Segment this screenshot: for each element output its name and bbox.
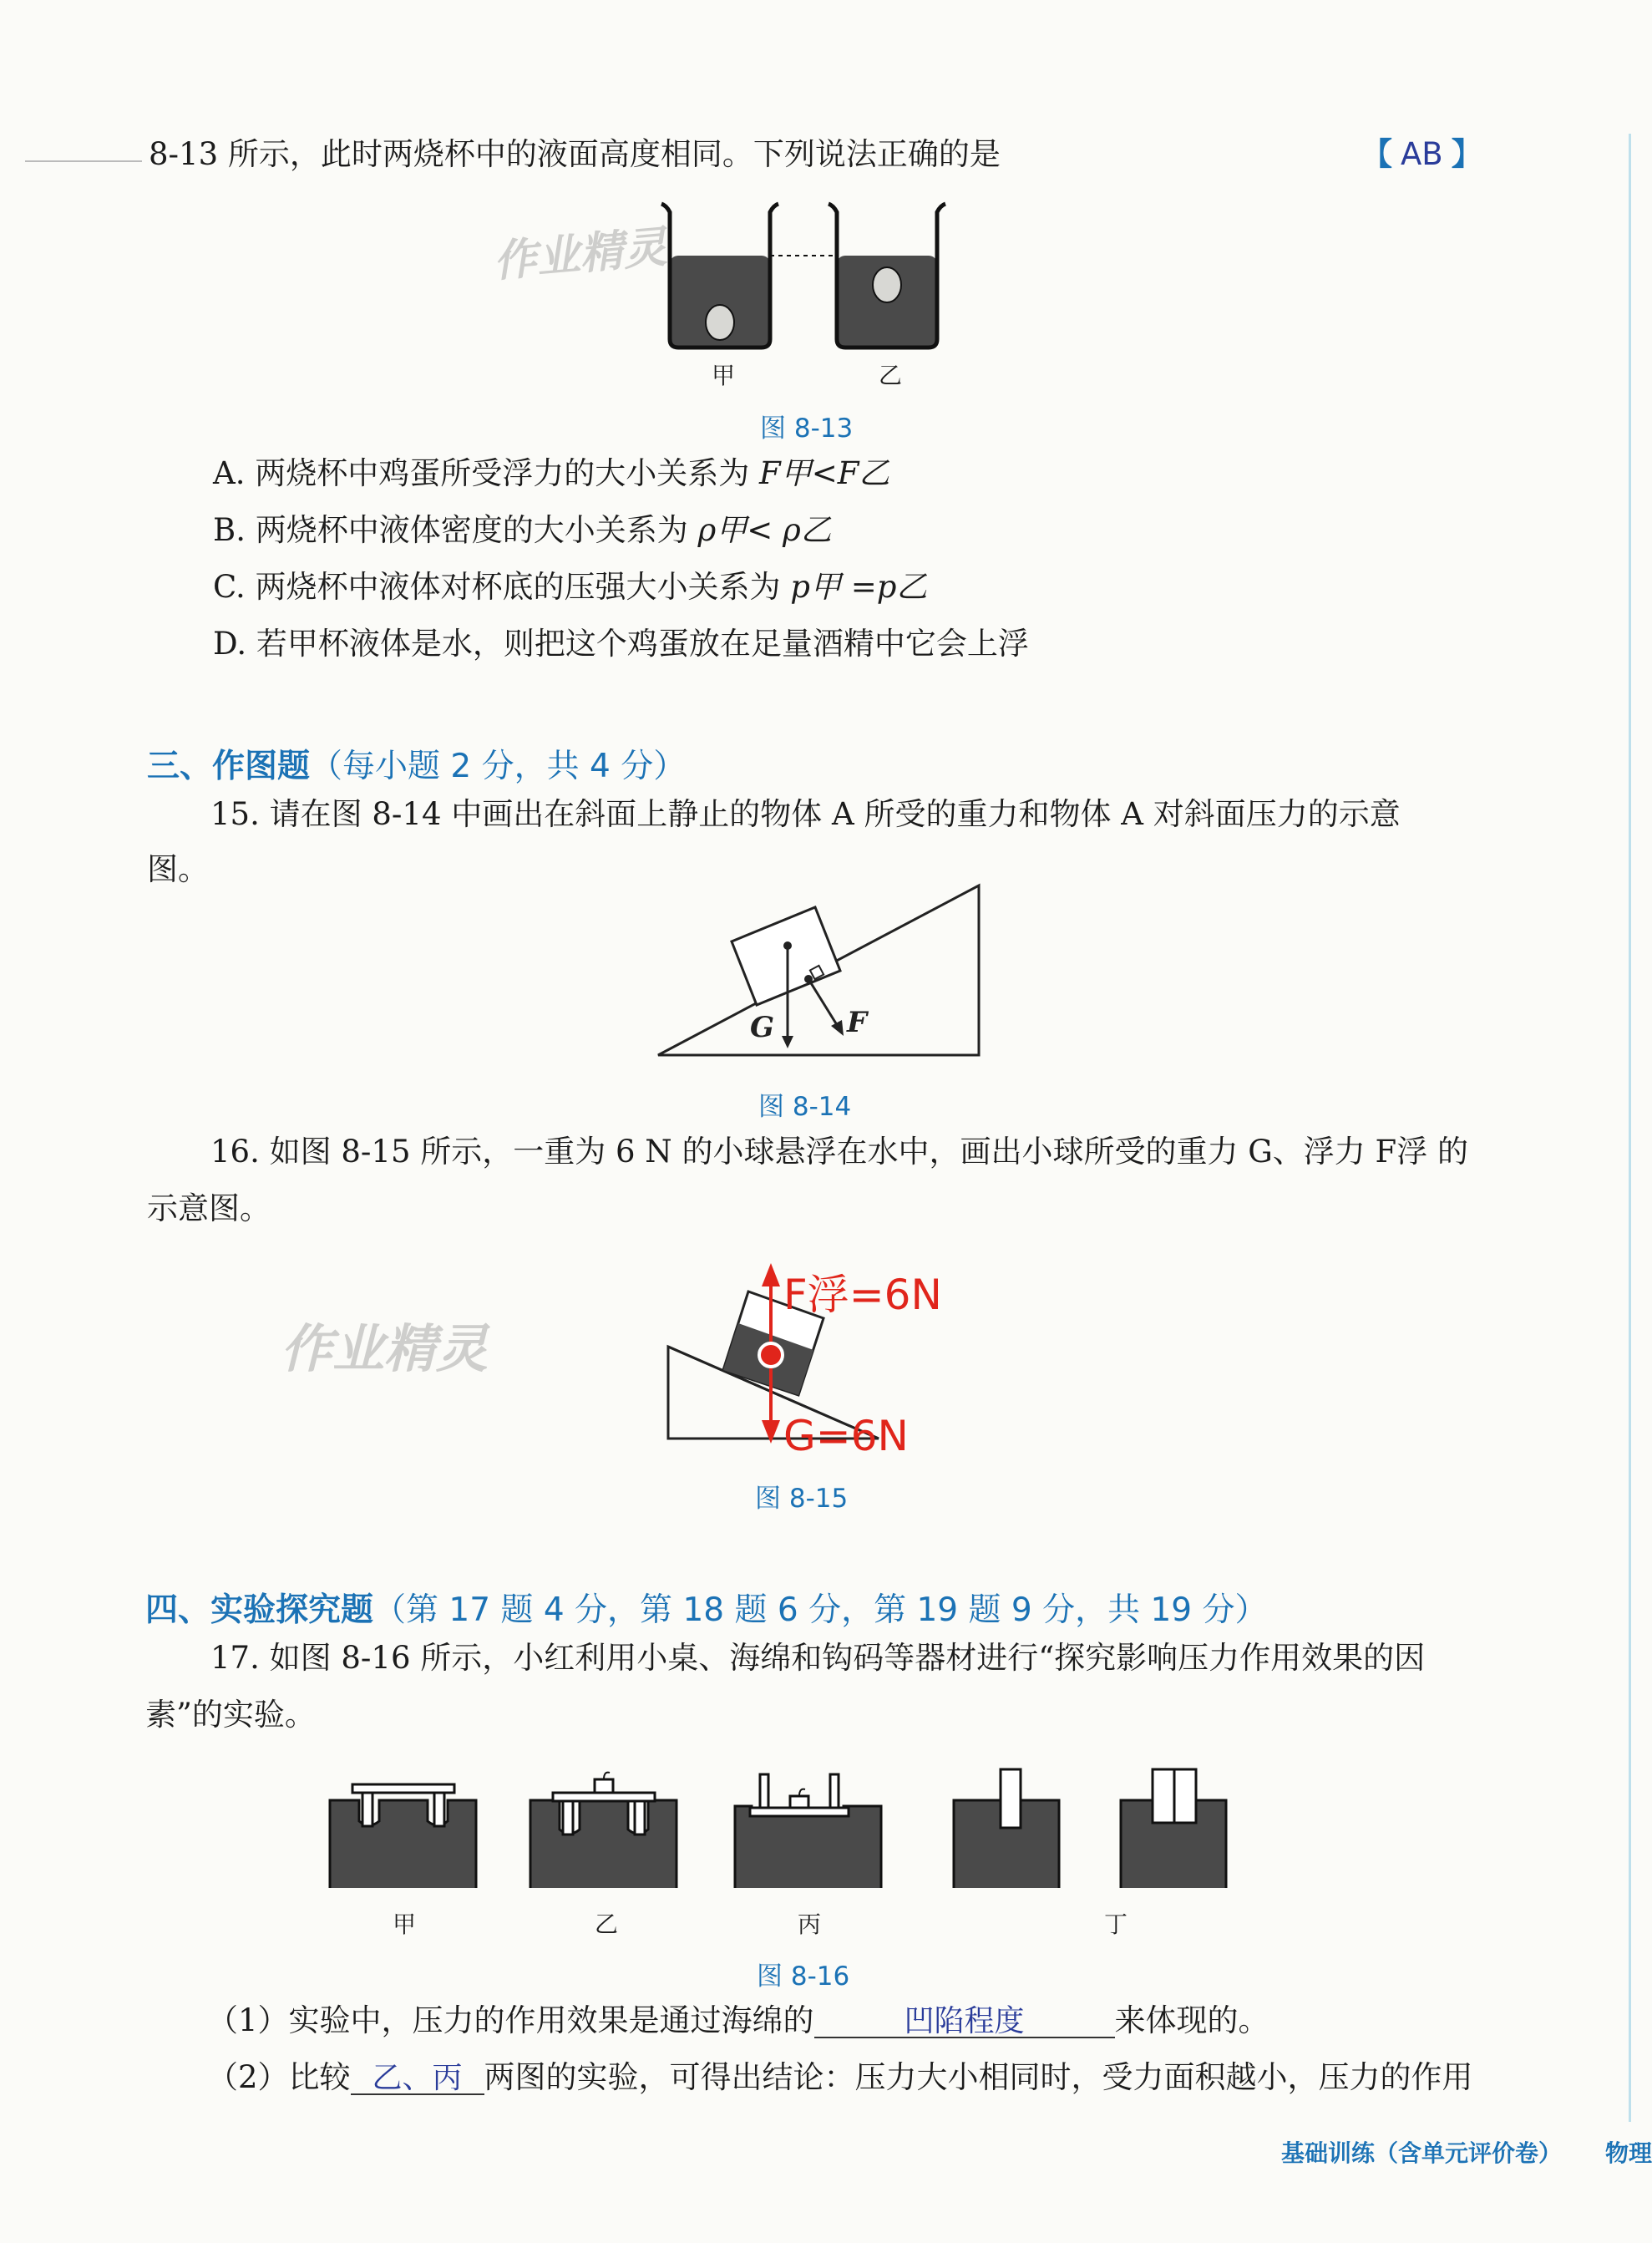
- beaker-label-left: 甲: [712, 362, 736, 389]
- section-3-heading: 三、作图题（每小题 2 分，共 4 分）: [147, 748, 687, 785]
- panel-ding: [954, 1769, 1226, 1888]
- panel-yi: [530, 1773, 677, 1888]
- watermark-2: 作业精灵: [281, 1318, 489, 1379]
- right-margin-line: [1629, 134, 1631, 2122]
- q15-line2: 图。: [147, 851, 209, 887]
- q15-line1: 15. 请在图 8-14 中画出在斜面上静止的物体 A 所受的重力和物体 A 对斜面压力的示意: [210, 796, 1401, 832]
- answer-bracket: 【 AB 】: [1361, 135, 1482, 172]
- watermark-1: 作业精灵: [491, 222, 669, 287]
- q17-sub1: （1）实验中，压力的作用效果是通过海绵的 凹陷程度 来体现的。: [207, 2002, 1269, 2038]
- label-f: F: [847, 1006, 868, 1039]
- beaker-left: [661, 204, 778, 348]
- option-b: B. 两烧杯中液体密度的大小关系为 ρ甲< ρ乙: [213, 512, 832, 548]
- caption-8-16: 图 8-16: [757, 1961, 850, 1992]
- label-g: G: [750, 1011, 775, 1044]
- option-b-relation: ρ甲< ρ乙: [697, 512, 832, 548]
- panel-bing: [735, 1774, 881, 1888]
- footer-book: 基础训练（含单元评价卷）: [1281, 2139, 1563, 2167]
- option-a: A. 两烧杯中鸡蛋所受浮力的大小关系为 F甲<F乙: [213, 455, 890, 491]
- fig816-label-4: 丁: [1104, 1911, 1128, 1938]
- figure-8-16: [326, 1754, 1278, 1888]
- label-weight: G=6N: [783, 1412, 909, 1460]
- fig816-label-3: 丙: [798, 1911, 822, 1938]
- option-c: C. 两烧杯中液体对杯底的压强大小关系为 p甲 =p乙: [213, 569, 928, 605]
- section-4-heading: 四、实验探究题（第 17 题 4 分，第 18 题 6 分，第 19 题 9 分，共 19 分）: [145, 1591, 1268, 1629]
- beaker-label-right: 乙: [879, 362, 903, 389]
- caption-8-14: 图 8-14: [758, 1092, 852, 1122]
- figure-8-14: [651, 877, 986, 1069]
- q16-line1: 16. 如图 8-15 所示，一重为 6 N 的小球悬浮在水中，画出小球所受的重力 G、浮力 F浮 的: [210, 1134, 1468, 1170]
- q17-line1: 17. 如图 8-16 所示，小红利用小桌、海绵和钩码等器材进行“探究影响压力作用效果的因: [210, 1640, 1426, 1676]
- caption-8-15: 图 8-15: [755, 1484, 849, 1514]
- beaker-right: [829, 204, 945, 348]
- footer-subject: 物理: [1605, 2139, 1652, 2167]
- label-buoyancy: F浮=6N: [783, 1271, 942, 1319]
- figure-8-13: [651, 197, 1002, 389]
- q17-line2: 素”的实验。: [145, 1697, 316, 1733]
- fig816-label-2: 乙: [595, 1911, 619, 1938]
- fig816-label-1: 甲: [393, 1911, 417, 1938]
- q17-sub1-answer: 凹陷程度: [814, 2007, 1115, 2038]
- q14-line: 8-13 所示，此时两烧杯中的液面高度相同。下列说法正确的是: [149, 136, 1001, 172]
- option-a-relation: F甲<F乙: [759, 455, 890, 491]
- q17-sub2-answer: 乙、丙: [351, 2063, 484, 2095]
- option-c-relation: p甲 =p乙: [790, 569, 928, 605]
- panel-jia: [330, 1784, 476, 1888]
- option-d: D. 若甲杯液体是水，则把这个鸡蛋放在足量酒精中它会上浮: [213, 626, 1029, 662]
- q16-line2: 示意图。: [147, 1190, 271, 1226]
- q17-sub2: （2）比较 乙、丙 两图的实验，可得出结论：压力大小相同时，受力面积越小，压力的作用: [207, 2059, 1473, 2095]
- q14-answer: AB: [1401, 136, 1443, 172]
- caption-8-13: 图 8-13: [760, 414, 854, 444]
- top-rule: [25, 160, 142, 162]
